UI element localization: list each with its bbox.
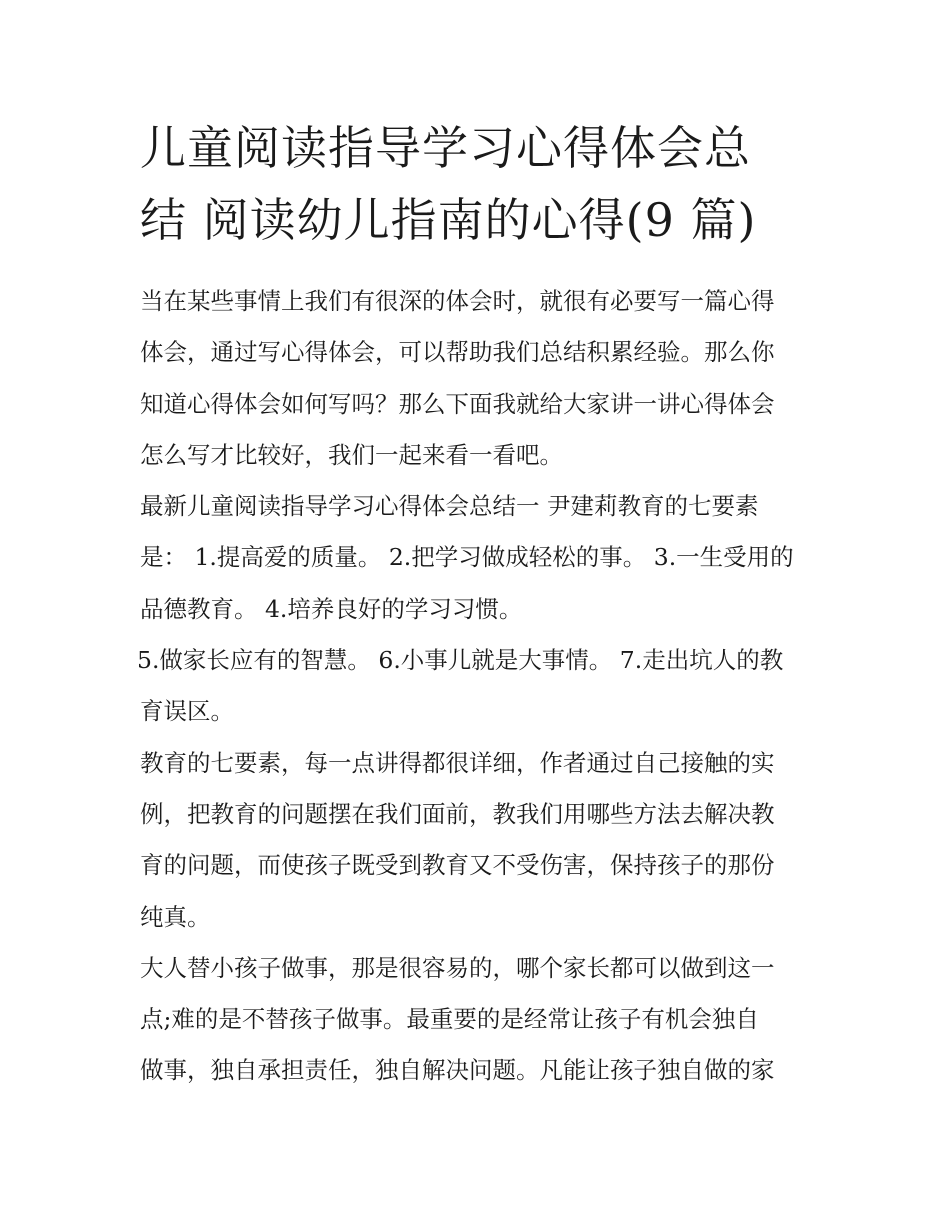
- title-line-2: 结 阅读幼儿指南的心得(9 篇): [140, 193, 757, 247]
- body-line: 大人替小孩子做事，那是很容易的，哪个家长都可以做到这一: [140, 953, 775, 982]
- body-line: 例，把教育的问题摆在我们面前，教我们用哪些方法去解决教: [140, 799, 775, 828]
- body-line: 教育的七要素，每一点讲得都很详细，作者通过自己接触的实: [140, 748, 775, 777]
- body-line: 品德教育。 4.培养良好的学习习惯。: [140, 594, 523, 623]
- body-line: 5.做家长应有的智慧。 6.小事儿就是大事情。 7.走出坑人的教: [137, 646, 784, 675]
- body-line: 是： 1.提高爱的质量。 2.把学习做成轻松的事。 3.一生受用的: [140, 543, 794, 572]
- body-line: 当在某些事情上我们有很深的体会时，就很有必要写一篇心得: [140, 287, 775, 315]
- body-line: 知道心得体会如何写吗？那么下面我就给大家讲一讲心得体会: [140, 389, 775, 418]
- body-line: 育的问题，而使孩子既受到教育又不受伤害，保持孩子的那份: [140, 851, 775, 880]
- body-line: 怎么写才比较好，我们一起来看一看吧。: [140, 440, 563, 469]
- body-line: 体会，通过写心得体会，可以帮助我们总结积累经验。那么你: [140, 338, 775, 367]
- body-line: 纯真。: [140, 902, 211, 931]
- body-line: 最新儿童阅读指导学习心得体会总结一 尹建莉教育的七要素: [140, 492, 759, 521]
- body-line: 点;难的是不替孩子做事。最重要的是经常让孩子有机会独自: [140, 1005, 759, 1034]
- title-line-1: 儿童阅读指导学习心得体会总: [140, 121, 751, 175]
- document-body: [137, 276, 830, 1097]
- body-line: 做事，独自承担责任，独自解决问题。凡能让孩子独自做的家: [140, 1056, 775, 1085]
- body-line: 育误区。: [140, 697, 234, 726]
- document-title: [140, 112, 820, 256]
